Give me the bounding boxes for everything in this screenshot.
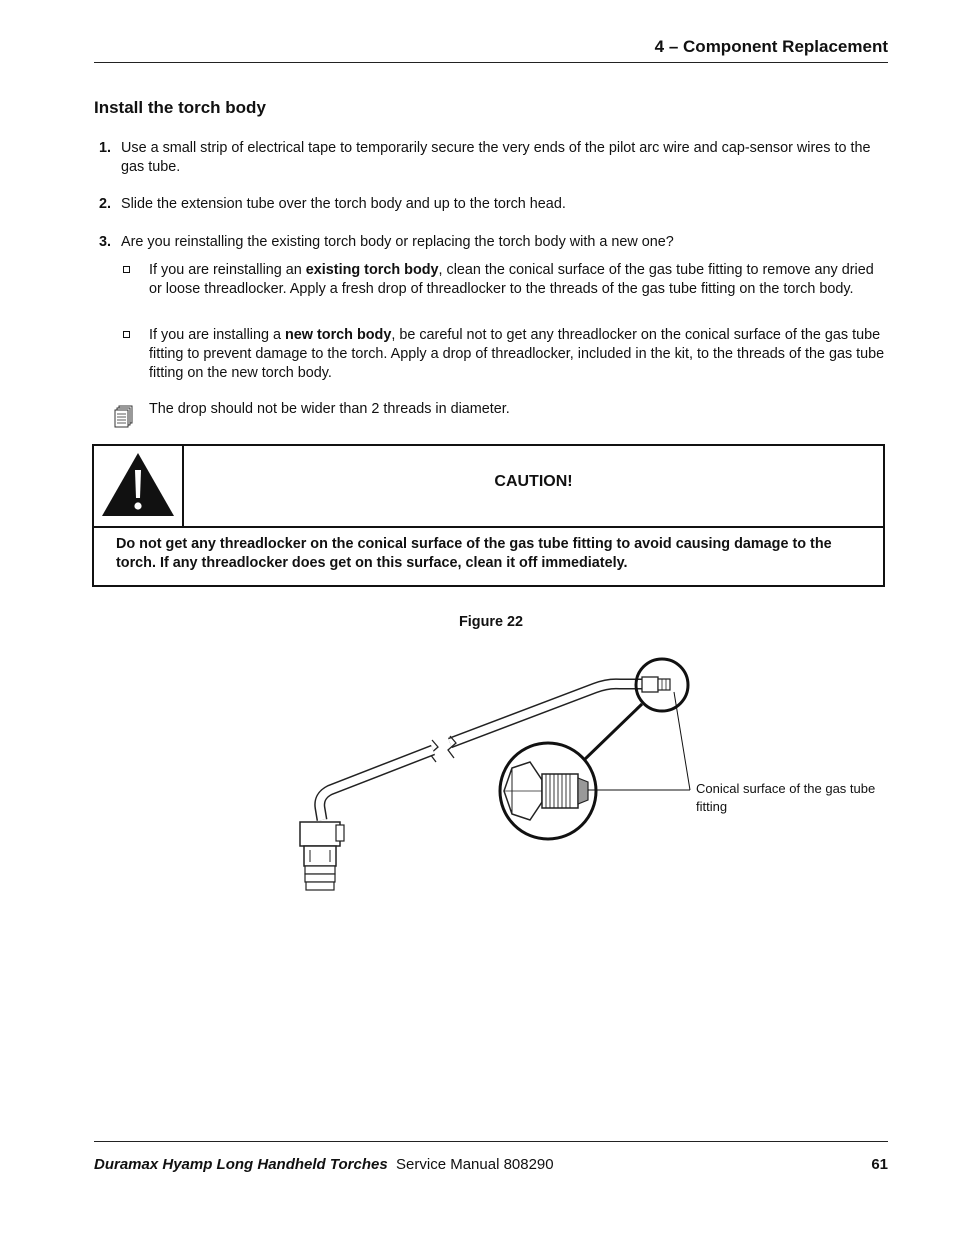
bullet-text: If you are installing a new torch body, be careful not to get any threadlocker on the conical surface of the gas tube fitting to prevent damage to the torch. Apply a drop of threadlocker, included in the kit, to the threads of the gas tube fitting on the new torch body. xyxy=(149,327,885,381)
footer-product: Duramax Hyamp Long Handheld Torches xyxy=(94,1156,388,1173)
footer-doc: Service Manual 808290 xyxy=(396,1156,554,1173)
step-text: Slide the extension tube over the torch body and up to the torch head. xyxy=(121,196,566,212)
option-existing-body xyxy=(121,261,889,299)
option-new-body xyxy=(121,326,889,383)
header-rule xyxy=(94,62,888,63)
checkbox-bullet-icon xyxy=(123,331,130,338)
step-text: Are you reinstalling the existing torch body or replacing the torch body with a new one? xyxy=(121,234,674,250)
page-number: 61 xyxy=(871,1156,888,1173)
step-1 xyxy=(99,139,889,177)
footer-rule xyxy=(94,1141,888,1142)
caution-text: Do not get any threadlocker on the conical surface of the gas tube fitting to avoid causing damage to the torch. If any threadlocker does get on this surface, clean it off immediately. xyxy=(116,536,832,571)
torch-gas-tube-illustration xyxy=(290,650,710,900)
figure-label: Figure 22 xyxy=(459,614,523,630)
note-text: The drop should not be wider than 2 threads in diameter. xyxy=(149,401,510,417)
step-number: 1. xyxy=(99,140,112,156)
step-2 xyxy=(99,195,889,214)
bullet-text: If you are reinstalling an existing torch body, clean the conical surface of the gas tube fitting to remove any dried or loose threadlocker. Apply a fresh drop of threadlocker to the threads of the gas tube fitting on the torch body. xyxy=(149,262,874,297)
step-number: 2. xyxy=(99,196,112,212)
note-icon xyxy=(114,405,134,429)
footer-title xyxy=(94,1156,554,1173)
figure-callout: Conical surface of the gas tube fitting xyxy=(696,781,876,814)
checkbox-bullet-icon xyxy=(123,266,130,273)
caution-icon-cell xyxy=(94,446,184,526)
chapter-title: 4 – Component Replacement xyxy=(654,37,888,56)
section-title: Install the torch body xyxy=(94,98,266,117)
caution-divider xyxy=(94,526,883,528)
caution-title: CAUTION! xyxy=(494,473,573,490)
caution-box xyxy=(92,444,885,587)
warning-triangle-icon xyxy=(98,450,178,520)
step-text: Use a small strip of electrical tape to temporarily secure the very ends of the pilot arc wire and cap-sensor wires to the gas tube. xyxy=(121,140,871,175)
step-3 xyxy=(99,233,889,252)
step-number: 3. xyxy=(99,234,112,250)
